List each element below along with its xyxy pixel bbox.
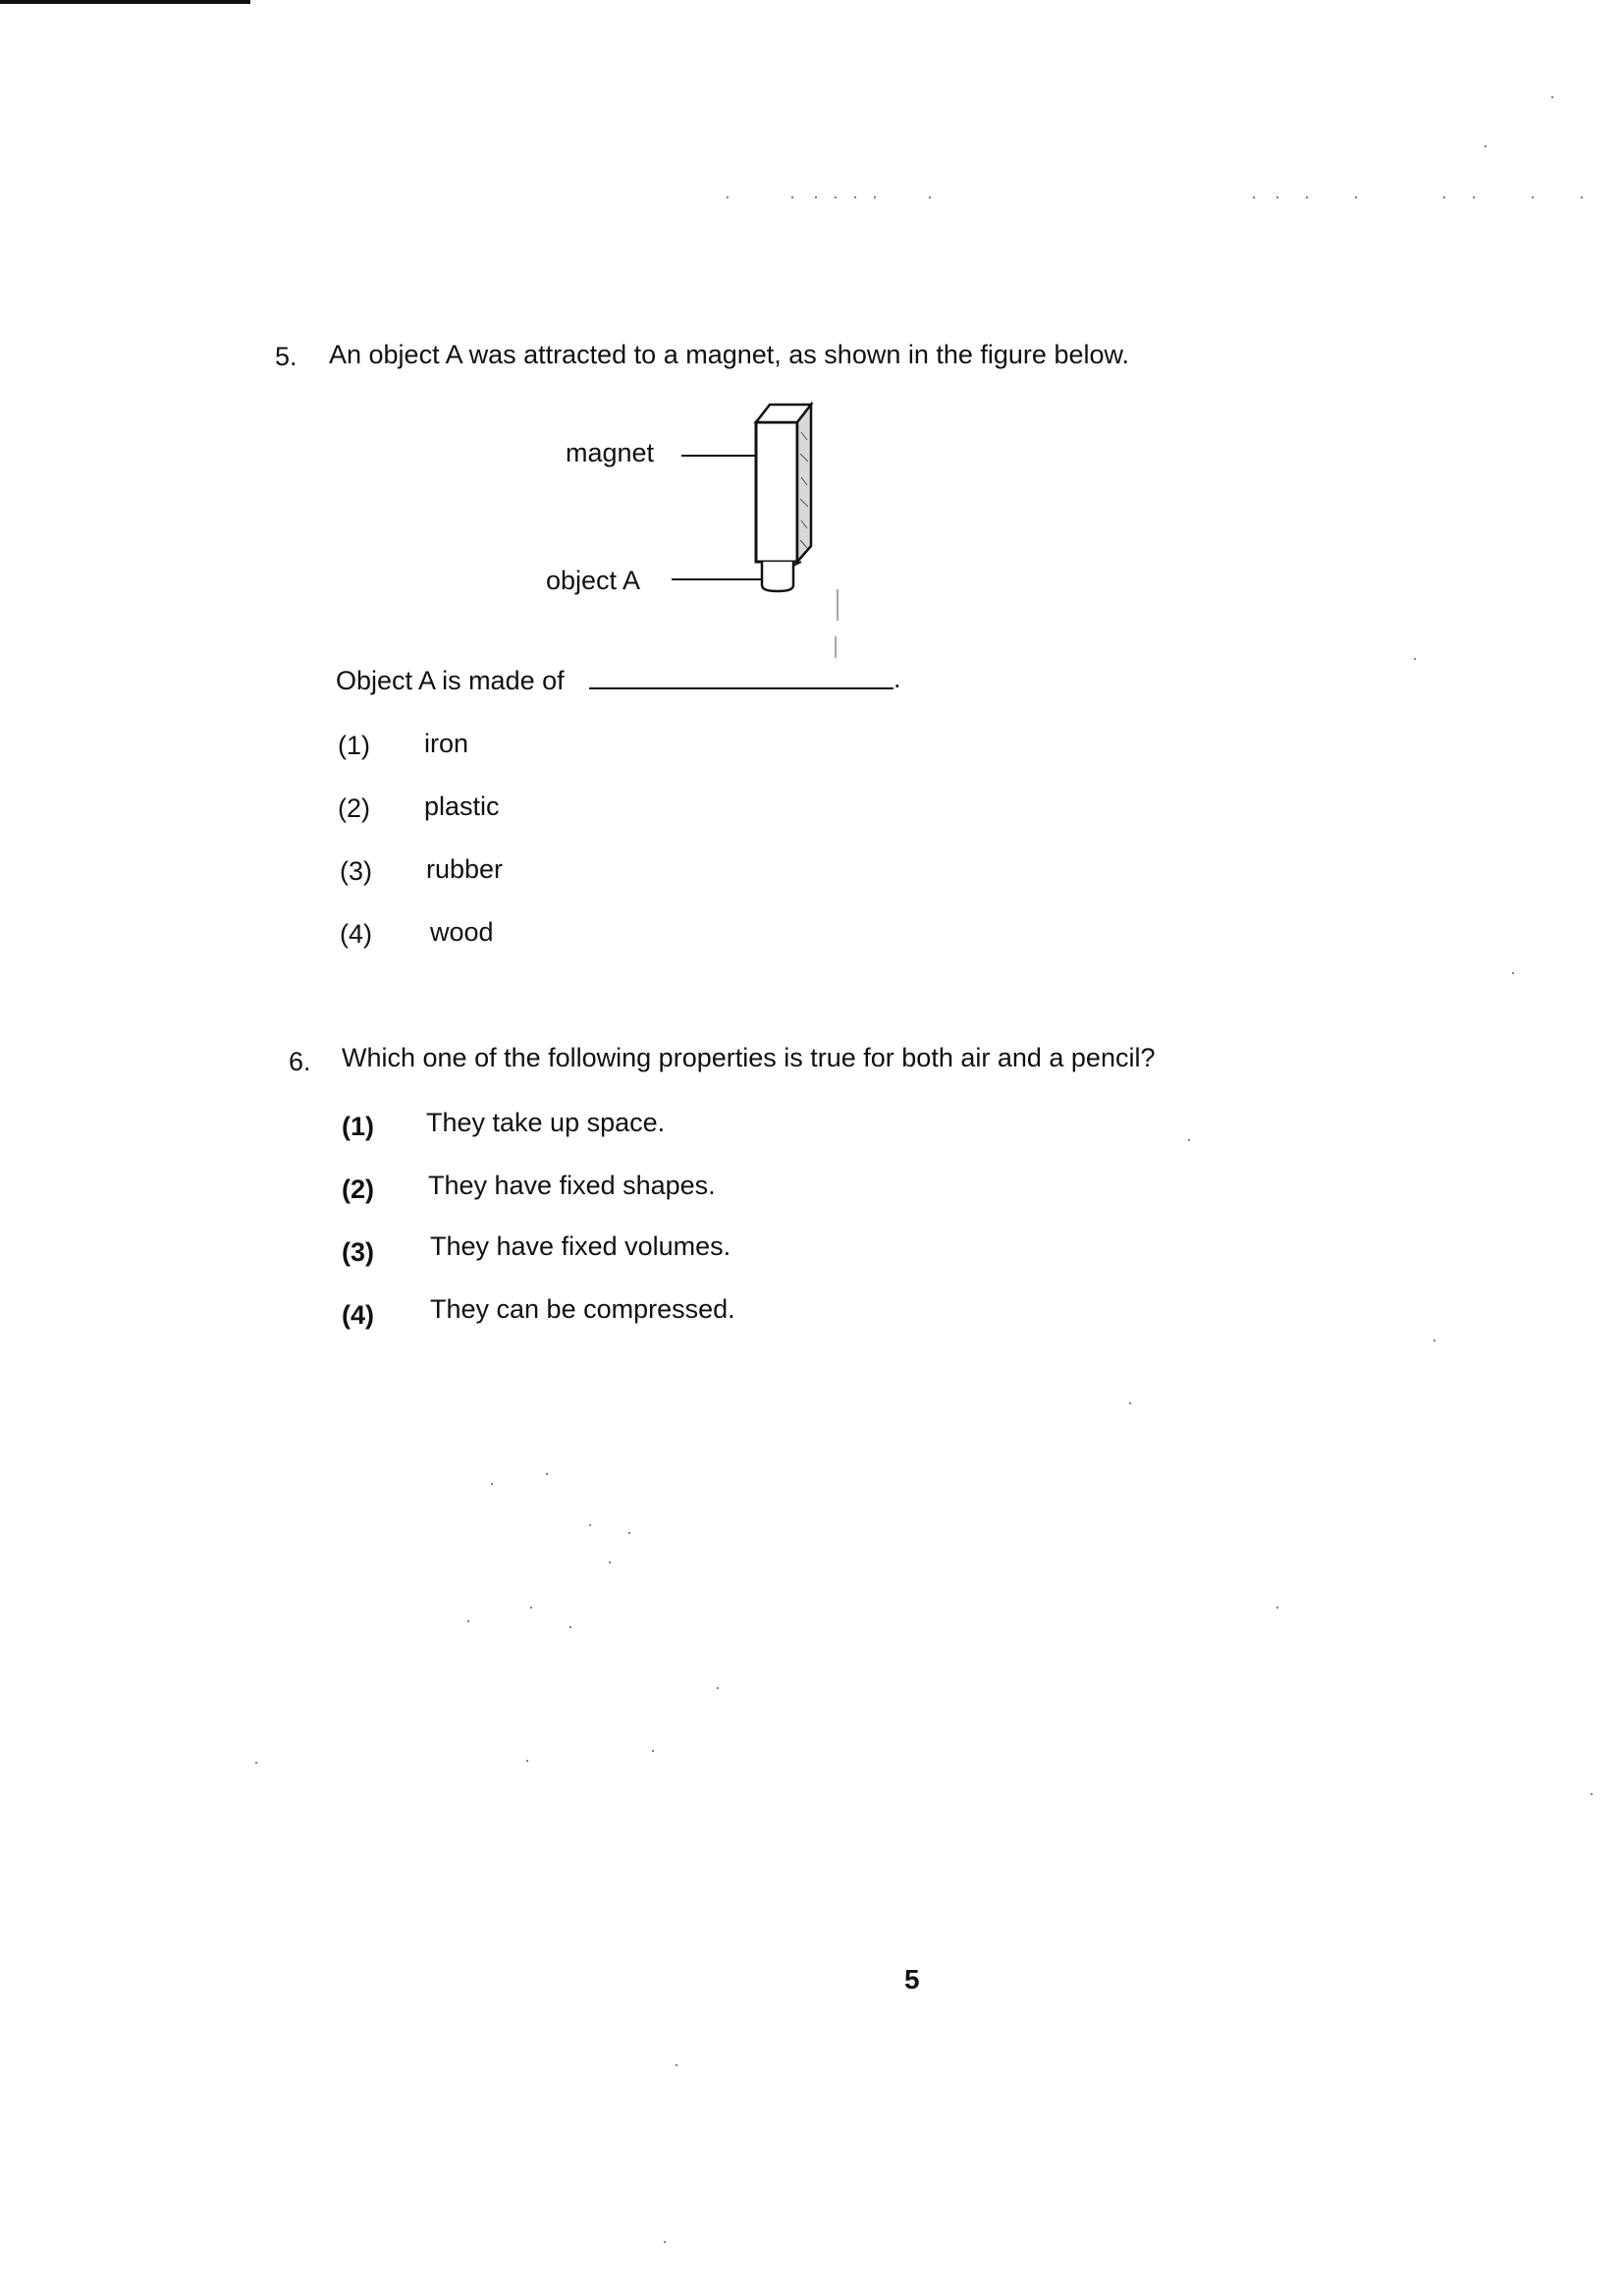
q6-option-3-text: They have fixed volumes. xyxy=(430,1231,731,1261)
q5-option-4-number: (4) xyxy=(340,919,372,949)
q5-option-2-text: plastic xyxy=(424,792,500,821)
magnet-front-face xyxy=(756,422,797,562)
q5-option-3-text: rubber xyxy=(426,854,504,884)
q5-option-2-number: (2) xyxy=(338,793,370,823)
header-rule xyxy=(0,0,250,4)
magnet-drawing xyxy=(628,393,864,668)
answer-blank xyxy=(589,687,893,689)
q6-option-2-text: They have fixed shapes. xyxy=(428,1171,716,1200)
question-6-number: 6. xyxy=(289,1047,311,1076)
q6-option-3-number: (3) xyxy=(342,1237,374,1267)
q6-option-4-text: They can be compressed. xyxy=(430,1294,735,1324)
question-5-text: An object A was attracted to a magnet, as shown in the figure below. xyxy=(329,340,1129,369)
q5-option-1-number: (1) xyxy=(338,731,370,760)
question-5-stem: Object A is made of xyxy=(336,666,565,695)
object-a-label: object A xyxy=(546,566,641,595)
magnet-label: magnet xyxy=(566,438,655,467)
question-5-stem-end: . xyxy=(893,664,901,693)
q6-option-1-number: (1) xyxy=(342,1112,374,1141)
q6-option-1-text: They take up space. xyxy=(426,1108,666,1137)
question-5-number: 5. xyxy=(275,342,298,371)
magnet-side-face xyxy=(797,405,811,562)
page-number: 5 xyxy=(904,1964,920,1995)
q5-option-3-number: (3) xyxy=(340,856,372,886)
q6-option-4-number: (4) xyxy=(342,1300,374,1330)
q5-option-1-text: iron xyxy=(424,729,469,758)
object-a-shape xyxy=(762,562,793,591)
question-6-text: Which one of the following properties is true for both air and a pencil? xyxy=(342,1043,1156,1072)
q5-option-4-text: wood xyxy=(430,917,494,947)
q6-option-2-number: (2) xyxy=(342,1175,374,1204)
